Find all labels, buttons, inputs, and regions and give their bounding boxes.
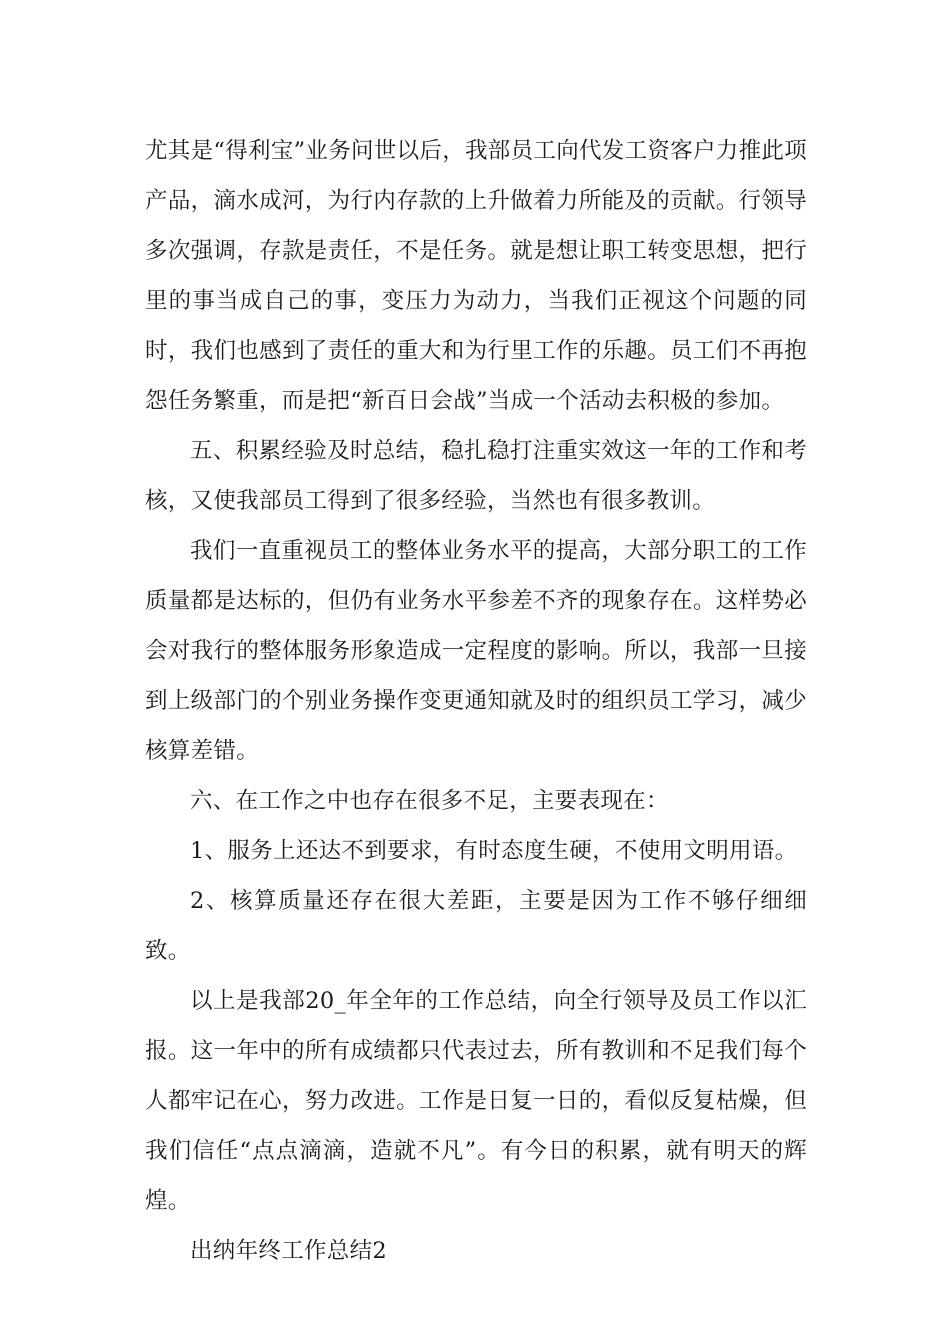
document-body — [145, 126, 807, 1276]
paragraph-section-six: 六、在工作之中也存在很多不足，主要表现在： — [190, 788, 669, 814]
paragraph-deposit-promotion: 尤其是“得利宝”业务问世以后，我部员工向代发工资客户力推此项产品，滴水成河，为行内存款的上升做着力所能及的贡献。行领导多次强调，存款是责任，不是任务。就是想让职工转变思想，把行里的事当成自己的事，变压力为动力，当我们正视这个问题的同时，我们也感到了责任的重大和为行里工作的乐趣。员工们不再抱怨任务繁重，而是把“新百日会战”当成一个活动去积极的参加。 — [145, 138, 808, 414]
paragraph-section-five: 五、积累经验及时总结，稳扎稳打注重实效这一年的工作和考核，又使我部员工得到了很多经验，当然也有很多教训。 — [145, 438, 807, 514]
paragraph-staff-training: 我们一直重视员工的整体业务水平的提高，大部分职工的工作质量都是达标的，但仍有业务水平参差不齐的现象存在。这样势必会对我行的整体服务形象造成一定程度的影响。所以，我部一旦接到上级部门的个别业务操作变更通知就及时的组织员工学习，减少核算差错。 — [145, 538, 807, 764]
paragraph-conclusion: 以上是我部20_年全年的工作总结，向全行领导及员工作以汇报。这一年中的所有成绩都只代表过去，所有教训和不足我们每个人都牢记在心，努力改进。工作是日复一日的，看似反复枯燥，但我们信任“点点滴滴，造就不凡”。有今日的积累，就有明天的辉煌。 — [145, 988, 807, 1214]
paragraph-shortcoming-2: 2、核算质量还存在很大差距，主要是因为工作不够仔细细致。 — [145, 888, 807, 964]
section-heading-summary-2: 出纳年终工作总结2 — [190, 1238, 388, 1264]
paragraph-shortcoming-1: 1、服务上还达不到要求，有时态度生硬，不使用文明用语。 — [190, 838, 798, 864]
